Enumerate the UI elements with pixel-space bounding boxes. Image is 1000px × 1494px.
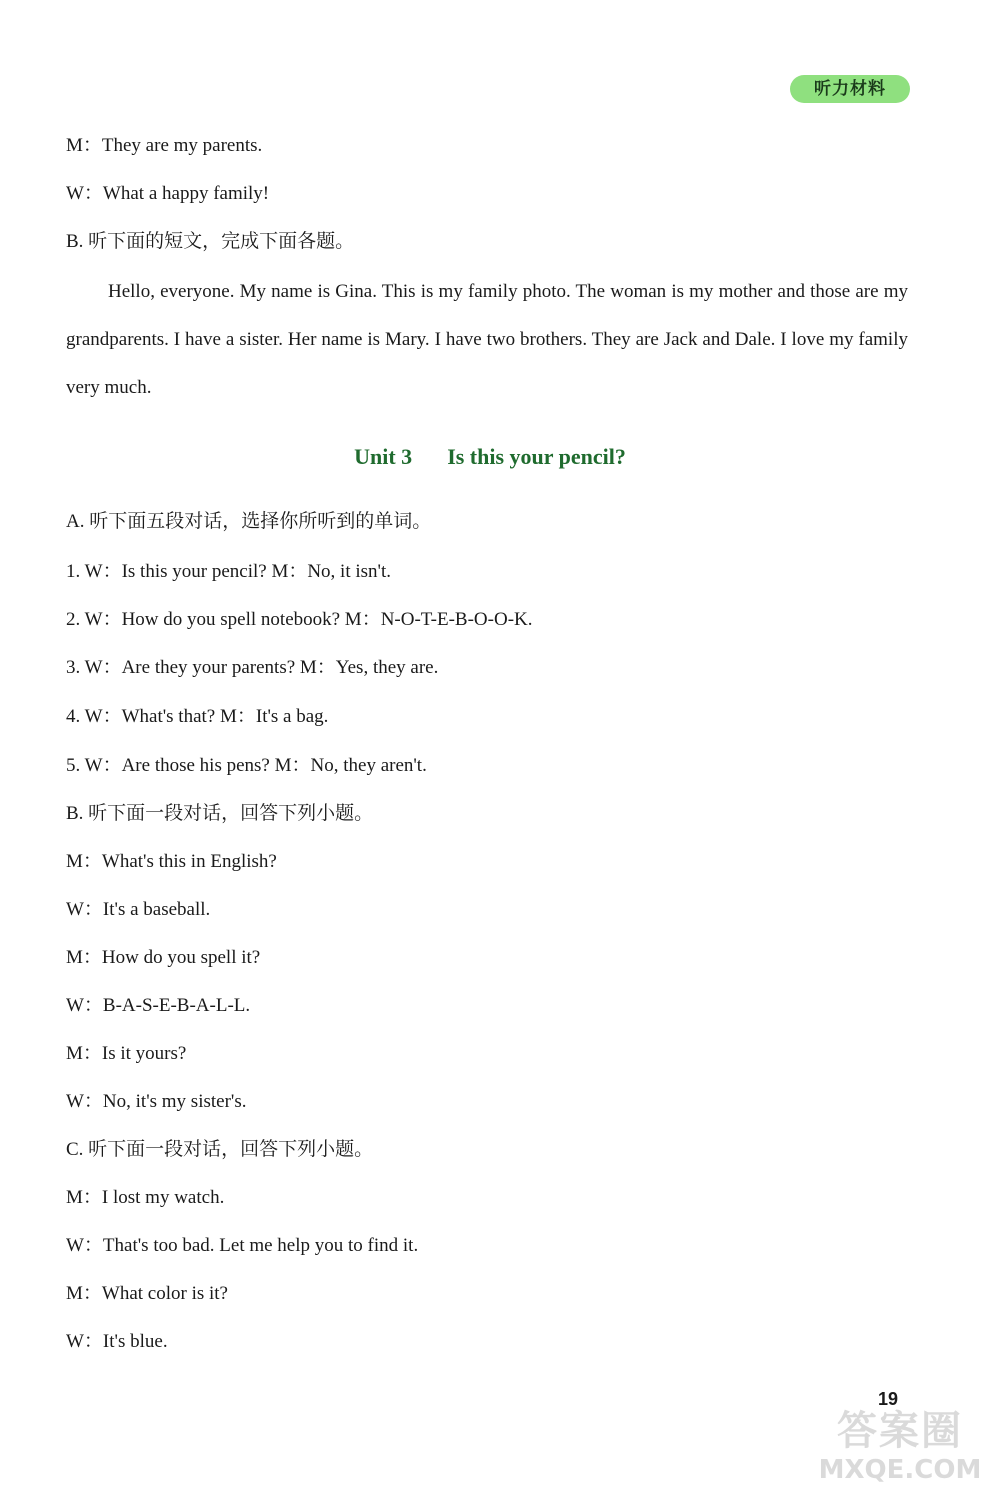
list-item: 5. W：Are those his pens? M：No, they aren't.: [66, 755, 427, 776]
dialogue-line: W：That's too bad. Let me help you to find it.: [66, 1235, 419, 1256]
watermark-url: MXQE.COM: [818, 1455, 982, 1485]
watermark-logo-text: 答案圈: [837, 1408, 963, 1454]
unit-name: Is this your pencil?: [447, 444, 626, 469]
dialogue-line: W：What a happy family!: [66, 183, 270, 204]
dialogue-line: M：What color is it?: [66, 1283, 228, 1304]
list-item: 4. W：What's that? M：It's a bag.: [66, 706, 329, 727]
section-heading: A. 听下面五段对话，选择你所听到的单词。: [66, 511, 432, 532]
dialogue-line: W：It's a baseball.: [66, 899, 211, 920]
dialogue-line: M：They are my parents.: [66, 135, 263, 156]
list-item: 1. W：Is this your pencil? M：No, it isn't.: [66, 561, 391, 582]
watermark: [810, 1408, 990, 1490]
unit-title: [0, 444, 980, 470]
dialogue-line: M：Is it yours?: [66, 1043, 187, 1064]
unit-number: Unit 3: [354, 444, 413, 469]
section-heading: C. 听下面一段对话，回答下列小题。: [66, 1139, 374, 1160]
page-number: 19: [878, 1389, 899, 1409]
section-heading: B. 听下面一段对话，回答下列小题。: [66, 803, 374, 824]
dialogue-line: M：I lost my watch.: [66, 1187, 225, 1208]
dialogue-line: M：What's this in English?: [66, 851, 277, 872]
dialogue-line: W：B-A-S-E-B-A-L-L.: [66, 995, 251, 1016]
list-item: 3. W：Are they your parents? M：Yes, they are.: [66, 657, 439, 678]
passage: Hello, everyone. My name is Gina. This is my family photo. The woman is my mother and those are my grandparents. I have a sister. Her name is Mary. I have two brothers. They are Jack and Dale. I love my family very much.: [66, 281, 908, 398]
list-item: 2. W：How do you spell notebook? M：N-O-T-E-B-O-O-K.: [66, 609, 533, 630]
section-heading: B. 听下面的短文，完成下面各题。: [66, 231, 355, 252]
dialogue-line: W：No, it's my sister's.: [66, 1091, 247, 1112]
section-badge: 听力材料: [790, 75, 910, 103]
dialogue-line: W：It's blue.: [66, 1331, 168, 1352]
dialogue-line: M：How do you spell it?: [66, 947, 261, 968]
